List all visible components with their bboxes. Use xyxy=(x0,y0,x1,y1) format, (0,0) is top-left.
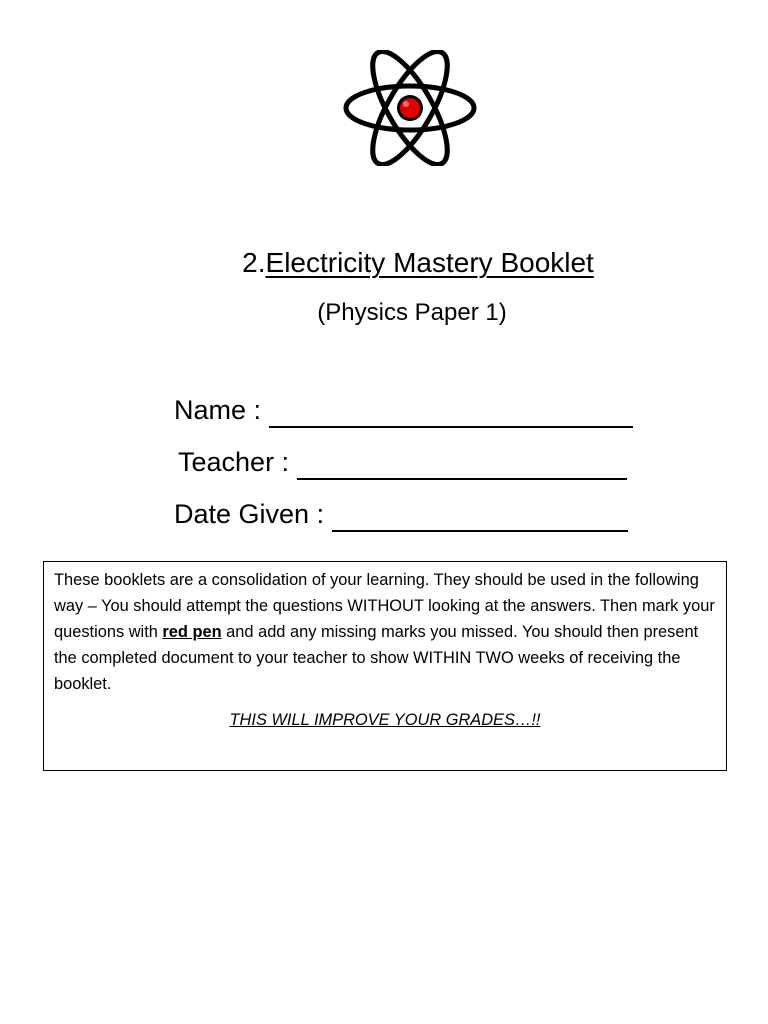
date-given-field xyxy=(174,496,628,532)
atom-icon xyxy=(342,50,478,166)
booklet-title xyxy=(0,244,768,282)
title-text: Electricity Mastery Booklet xyxy=(265,247,594,278)
name-label: Name : xyxy=(174,395,262,425)
title-number: 2. xyxy=(242,247,266,278)
date-given-blank-line[interactable] xyxy=(332,504,628,532)
nucleus xyxy=(400,98,420,118)
improve-grades-note: THIS WILL IMPROVE YOUR GRADES…!! xyxy=(229,711,541,729)
red-pen-emphasis: red pen xyxy=(162,623,222,641)
booklet-subtitle: (Physics Paper 1) xyxy=(317,299,507,326)
name-blank-line[interactable] xyxy=(269,400,633,428)
instructions-box xyxy=(43,561,727,771)
teacher-field xyxy=(178,444,627,480)
teacher-label: Teacher : xyxy=(178,447,290,477)
name-field xyxy=(174,392,633,428)
instructions-text: These booklets are a consolidation of your learning. They should be used in the following way – You should attempt the questions WITHOUT looking at the answers. Then mark your questions with red pen and add any missing marks you missed. You should then present the completed document to your teacher to show WITHIN TWO weeks of receiving the booklet. xyxy=(54,571,715,693)
teacher-blank-line[interactable] xyxy=(297,452,627,480)
date-given-label: Date Given : xyxy=(174,499,325,529)
